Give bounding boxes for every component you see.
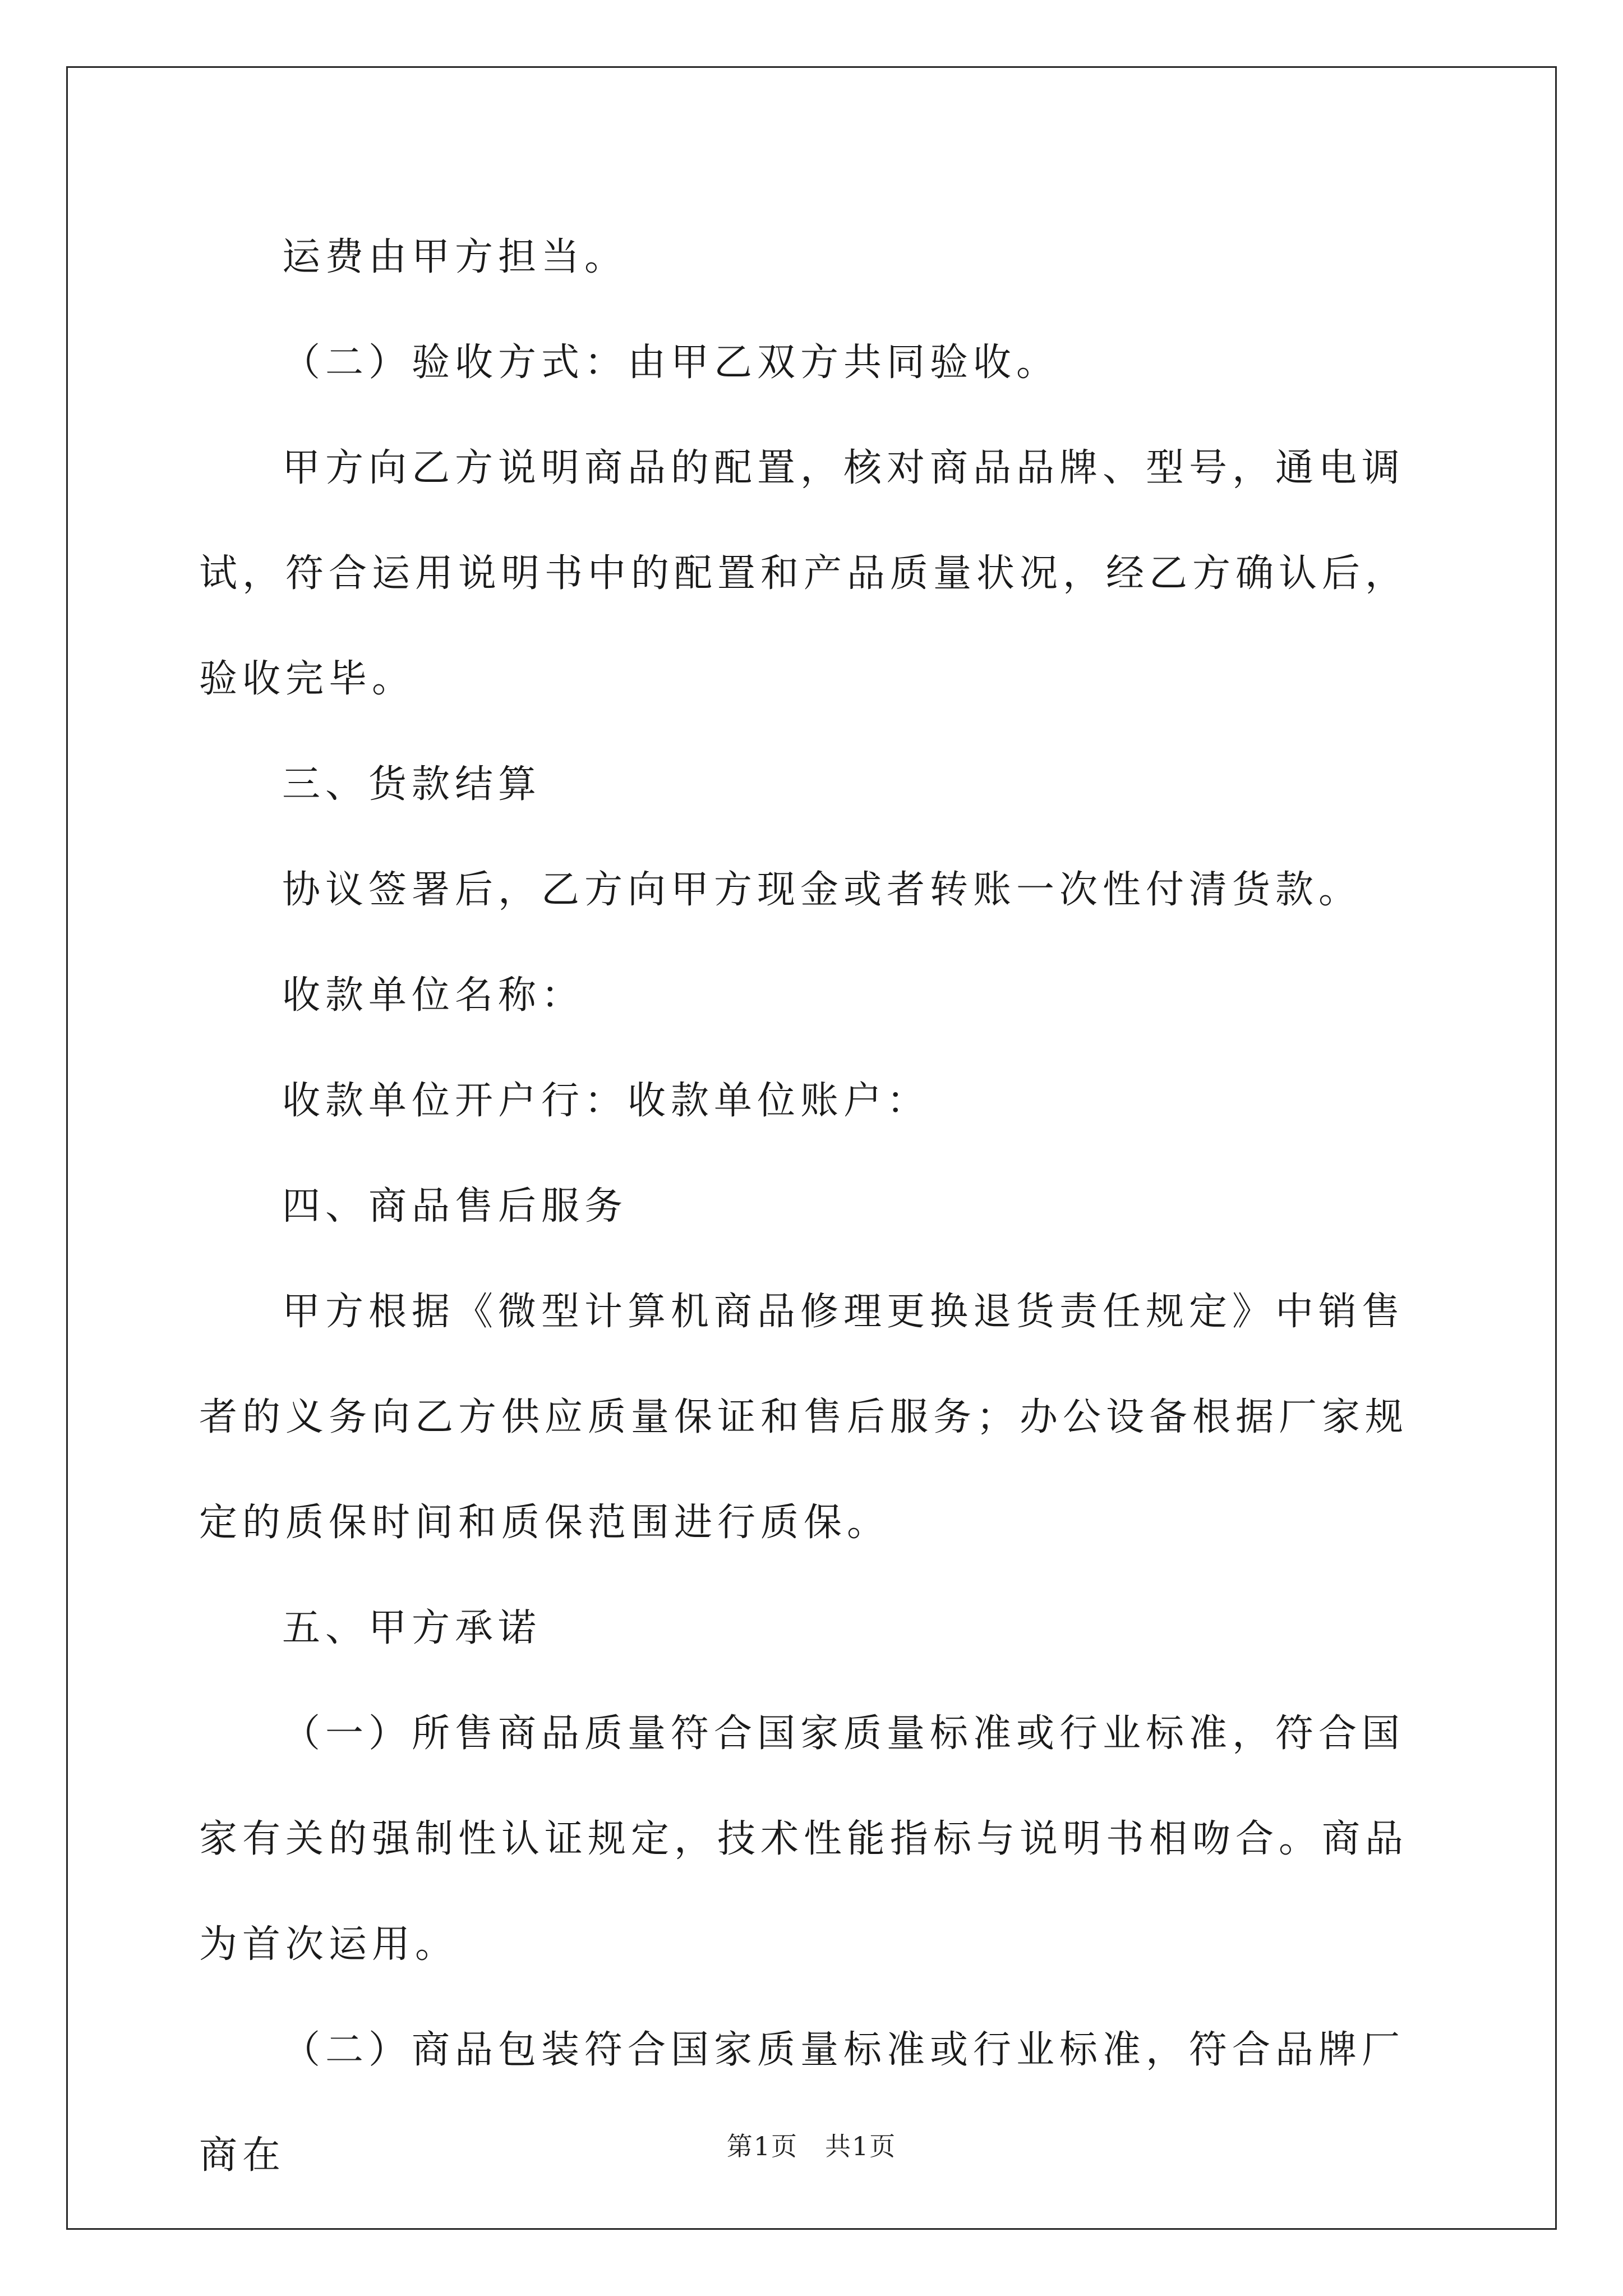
section-heading-5: 五、甲方承诺 (282, 1606, 542, 1650)
section-heading-3: 三、货款结算 (282, 762, 542, 807)
page-footer: 第1页 共1页 (726, 2131, 897, 2161)
paragraph-5: 协议签署后，乙方向甲方现金或者转账一次性付清货款。 (282, 868, 1362, 912)
paragraph-3: 甲方向乙方说明商品的配置，核对商品品牌、型号，通电调试，符合运用说明书中的配置和产品质量状况，经乙方确认后，验收完毕。 (199, 446, 1409, 701)
payee-name-line: 收款单位名称： (282, 973, 585, 1018)
document-body (199, 205, 1422, 2208)
paragraph-12: （二）商品包装符合国家质量标准或行业标准，符合品牌厂商在 (199, 2028, 1405, 2178)
paragraph-1: 运费由甲方担当。 (282, 235, 628, 279)
paragraph-11: （一）所售商品质量符合国家质量标准或行业标准，符合国家有关的强制性认证规定，技术性能指标与说明书相吻合。商品为首次运用。 (199, 1711, 1409, 1967)
section-heading-4: 四、商品售后服务 (282, 1184, 628, 1228)
payee-bank-line: 收款单位开户行：收款单位账户： (282, 1079, 930, 1123)
paragraph-9: 甲方根据《微型计算机商品修理更换退货责任规定》中销售者的义务向乙方供应质量保证和售后服务；办公设备根据厂家规定的质保时间和质保范围进行质保。 (199, 1290, 1409, 1545)
paragraph-2: （二）验收方式：由甲乙双方共同验收。 (282, 341, 1060, 385)
